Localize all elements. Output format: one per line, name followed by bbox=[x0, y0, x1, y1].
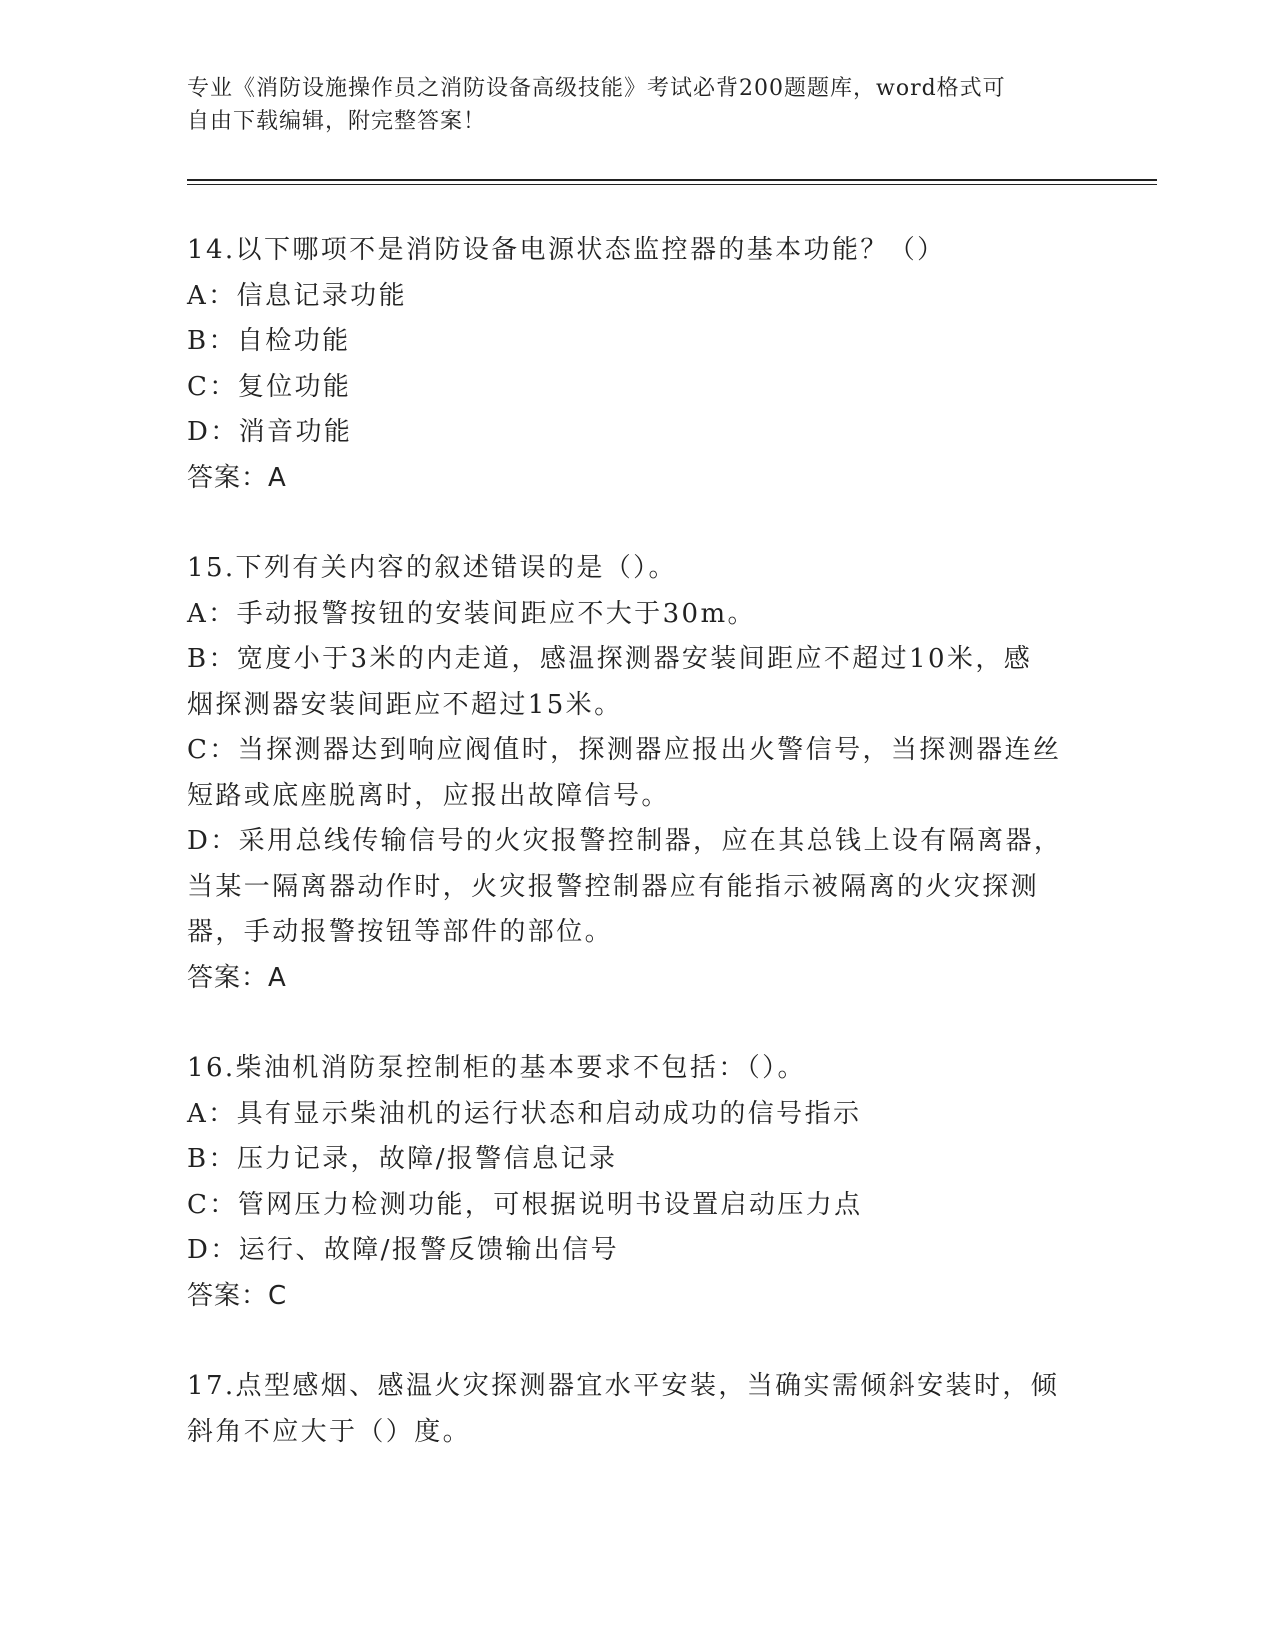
header-divider-thick bbox=[187, 179, 1157, 181]
header-divider-thin bbox=[187, 184, 1157, 185]
question-stem-line: 15.下列有关内容的叙述错误的是（）。 bbox=[187, 553, 677, 583]
document-header bbox=[187, 72, 1067, 138]
option-line: A：手动报警按钮的安装间距应不大于30m。 bbox=[187, 598, 756, 629]
option-line: 烟探测器安装间距应不超过15米。 bbox=[187, 689, 623, 720]
question-stem-line: 14.以下哪项不是消防设备电源状态监控器的基本功能？（） bbox=[187, 235, 946, 265]
option-line: B：自检功能 bbox=[187, 326, 351, 356]
question-stem-line: 斜角不应大于（）度。 bbox=[187, 1416, 472, 1447]
option-line: 器，手动报警按钮等部件的部位。 bbox=[187, 917, 614, 947]
question-block bbox=[187, 1364, 1087, 1455]
option-line: A：信息记录功能 bbox=[187, 280, 407, 311]
option-line: C：当探测器达到响应阀值时，探测器应报出火警信号，当探测器连丝 bbox=[187, 735, 1062, 765]
question-block bbox=[187, 546, 1087, 1001]
option-line: D：运行、故障/报警反馈输出信号 bbox=[187, 1235, 620, 1265]
option-line: B：压力记录，故障/报警信息记录 bbox=[187, 1144, 618, 1174]
option-line: C：管网压力检测功能，可根据说明书设置启动压力点 bbox=[187, 1189, 863, 1220]
option-line: D：采用总线传输信号的火灾报警控制器，应在其总钱上设有隔离器， bbox=[187, 826, 1063, 856]
answer-label: 答案：A bbox=[187, 962, 287, 993]
option-line: B：宽度小于3米的内走道，感温探测器安装间距应不超过10米，感 bbox=[187, 644, 1033, 674]
option-line: C：复位功能 bbox=[187, 371, 352, 402]
question-list bbox=[187, 228, 1087, 1500]
answer-label: 答案：A bbox=[187, 462, 287, 493]
header-line-2: 自由下载编辑，附完整答案！ bbox=[187, 109, 487, 134]
option-line: A：具有显示柴油机的运行状态和启动成功的信号指示 bbox=[187, 1098, 862, 1129]
option-line: 短路或底座脱离时，应报出故障信号。 bbox=[187, 780, 670, 811]
answer-label: 答案：C bbox=[187, 1280, 288, 1311]
question-block bbox=[187, 228, 1087, 501]
header-line-1: 专业《消防设施操作员之消防设备高级技能》考试必背200题题库，word格式可 bbox=[187, 76, 1006, 101]
question-stem-line: 17.点型感烟、感温火灾探测器宜水平安装，当确实需倾斜安装时，倾 bbox=[187, 1371, 1060, 1401]
question-stem-line: 16.柴油机消防泵控制柜的基本要求不包括：（）。 bbox=[187, 1053, 806, 1083]
option-line: 当某一隔离器动作时，火灾报警控制器应有能指示被隔离的火灾探测 bbox=[187, 871, 1040, 902]
question-block bbox=[187, 1046, 1087, 1319]
option-line: D：消音功能 bbox=[187, 417, 353, 447]
